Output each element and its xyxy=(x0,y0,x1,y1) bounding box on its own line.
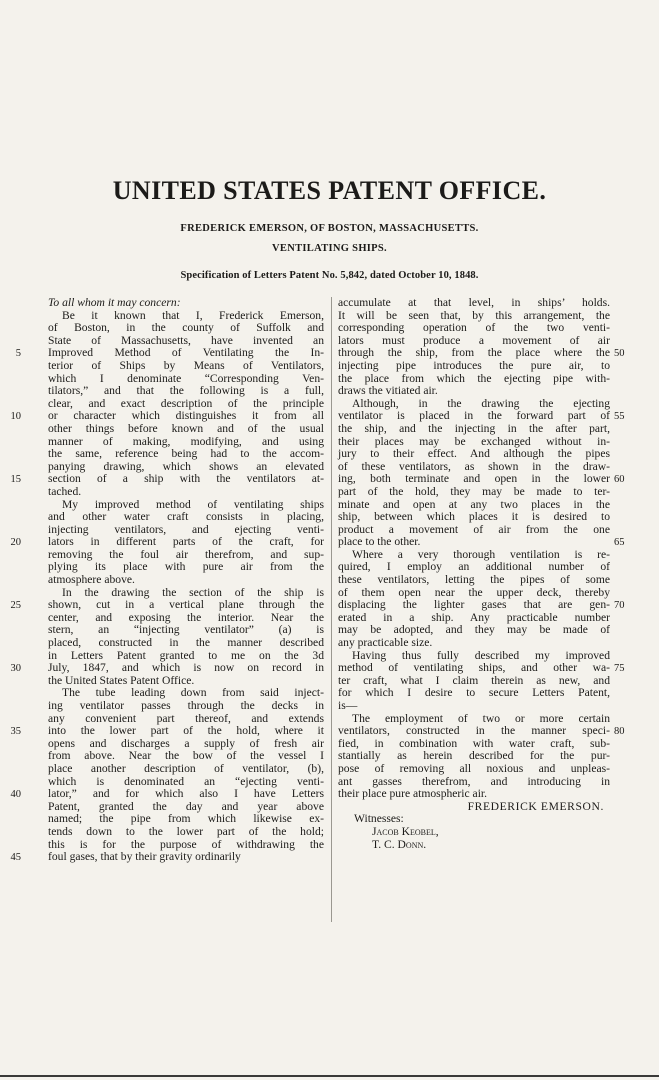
text-line: any convenient part thereof, and extends xyxy=(48,711,324,725)
text-line: of Boston, in the county of Suffolk and xyxy=(48,321,324,335)
text-line: for which I desire to secure Letters Patent, xyxy=(338,686,610,700)
text-line: of them open near the upper deck, thereby xyxy=(338,585,610,599)
text-line: center, and exposing the interior. Near the xyxy=(48,610,324,624)
line-number: 70 xyxy=(614,600,625,612)
text-line: method of ventilating ships, and other wa- xyxy=(338,661,610,675)
line-number: 50 xyxy=(614,348,625,360)
text-line: place another description of ventilator, (b), xyxy=(48,761,324,775)
line-number: 20 xyxy=(10,537,21,549)
witness-name: T. C. Donn. xyxy=(372,837,427,851)
line-number: 30 xyxy=(10,663,21,675)
text-line: other things before known and of the usual xyxy=(48,421,324,435)
text-line: lators in different parts of the craft, for xyxy=(48,535,324,549)
line-number: 60 xyxy=(614,474,625,486)
text-line: product a movement of air from the one xyxy=(338,522,610,536)
text-line: shown, cut in a vertical plane through the xyxy=(48,598,324,612)
text-line: part of the hold, they may be made to ter- xyxy=(338,484,610,498)
text-line: ter craft, what I claim therein as new, and xyxy=(338,673,610,687)
text-line: the place from which the ejecting pipe with- xyxy=(338,371,610,385)
text-line: The employment of two or more certain xyxy=(352,711,610,725)
text-line: or character which distinguishes it from all xyxy=(48,409,324,423)
text-line: stantially as herein described for the pur- xyxy=(338,749,610,763)
text-line: through the ship, from the place where the xyxy=(338,346,610,360)
text-line: any practicable size. xyxy=(338,636,433,650)
text-line: lators must produce a movement of air xyxy=(338,333,610,347)
text-line: accumulate at that level, in ships’ holds. xyxy=(338,296,610,309)
text-line: and other water craft consists in placing, xyxy=(48,510,324,524)
text-line: To all whom it may concern: xyxy=(48,296,181,309)
text-line: of these ventilators, as shown in the draw- xyxy=(338,459,610,473)
text-line: these ventilators, letting the pipes of some xyxy=(338,573,610,587)
text-line: My improved method of ventilating ships xyxy=(62,497,324,511)
text-line: injecting ventilators, and ejecting venti- xyxy=(48,522,324,536)
text-line: The tube leading down from said inject- xyxy=(62,686,324,700)
text-line: jury to their effect. And although the pipes xyxy=(338,447,610,461)
text-line: Be it known that I, Frederick Emerson, xyxy=(62,308,324,322)
text-line: Although, in the drawing the ejecting xyxy=(352,396,610,410)
text-line: stern, an “injecting ventilator” (a) is xyxy=(48,623,324,637)
text-line: draws the vitiated air. xyxy=(338,384,438,398)
text-line: which is denominated an “ejecting venti- xyxy=(48,774,324,788)
text-line: erated in a ship. Any practicable number xyxy=(338,610,610,624)
text-line: atmosphere above. xyxy=(48,573,135,587)
text-line: from above. Near the bow of the vessel I xyxy=(48,749,324,763)
document-title: UNITED STATES PATENT OFFICE. xyxy=(112,176,547,205)
line-number: 40 xyxy=(10,789,21,801)
text-line: panying drawing, which shows an elevated xyxy=(48,459,324,473)
text-line: tends down to the lower part of the hold; xyxy=(48,824,324,838)
witnesses-label: Witnesses: xyxy=(354,812,404,826)
text-line: ant gasses therefrom, and introducing in xyxy=(338,774,610,788)
witness-name: Jacob Keobel, xyxy=(372,824,439,838)
text-line: Where a very thorough ventilation is re- xyxy=(352,547,610,561)
text-line: their places may be exchanged without in- xyxy=(338,434,610,448)
text-line: clear, and exact description of the principle xyxy=(48,396,324,410)
text-line: Having thus fully described my improved xyxy=(352,648,610,662)
line-number: 35 xyxy=(10,726,21,738)
text-line: named; the pipe from which likewise ex- xyxy=(48,812,324,826)
text-line: Patent, granted the day and year above xyxy=(48,799,324,813)
text-line: minate and open at any two places in the xyxy=(338,497,610,511)
text-line: in Letters Patent granted to me on the 3d xyxy=(48,648,324,662)
text-line: ing, both terminate and open in the lower xyxy=(338,472,610,486)
text-line: State of Massachusetts, have invented an xyxy=(48,333,324,347)
text-line: the United States Patent Office. xyxy=(48,673,195,687)
text-line: corresponding operation of the two venti- xyxy=(338,321,610,335)
text-line: lator,” and for which also I have Letters xyxy=(48,787,324,801)
text-line: It will be seen that, by this arrangement, the xyxy=(338,308,610,322)
text-line: In the drawing the section of the ship is xyxy=(62,585,324,599)
text-line: their place pure atmospheric air. xyxy=(338,787,488,801)
text-line: displacing the lighter gases that are gen- xyxy=(338,598,610,612)
text-line: ventilators, constructed in the manner speci- xyxy=(338,724,610,738)
text-line: Improved Method of Ventilating the In- xyxy=(48,346,324,360)
text-line: ship, between which places it is desired to xyxy=(338,510,610,524)
text-line: manner of making, modifying, and using xyxy=(48,434,324,448)
line-number: 75 xyxy=(614,663,625,675)
line-number: 5 xyxy=(15,348,21,360)
line-number: 25 xyxy=(10,600,21,612)
left-column xyxy=(48,297,324,864)
text-line: plying its place with pure air from the xyxy=(48,560,324,574)
text-line: injecting pipe introduces the pure air, to xyxy=(338,358,610,372)
text-line: which I denominate “Corresponding Ven- xyxy=(48,371,324,385)
line-number: 45 xyxy=(10,852,21,864)
text-line: ing ventilator passes through the decks in xyxy=(48,699,324,712)
text-line: quired, I employ an additional number of xyxy=(338,560,610,574)
text-line: this is for the purpose of withdrawing the xyxy=(48,837,324,851)
text-line: into the lower part of the hold, where it xyxy=(48,724,324,738)
text-line: is— xyxy=(338,699,358,712)
bottom-rule xyxy=(0,1075,659,1077)
text-line: the ship, and the injecting in the after part, xyxy=(338,421,610,435)
text-line: placed, constructed in the manner described xyxy=(48,636,324,650)
right-column xyxy=(338,297,610,851)
text-line: tached. xyxy=(48,484,82,498)
specification-line: Specification of Letters Patent No. 5,842, dated October 10, 1848. xyxy=(180,270,479,281)
line-number: 65 xyxy=(614,537,625,549)
text-line: terior of Ships by Means of Ventilators, xyxy=(48,358,324,372)
line-number: 15 xyxy=(10,474,21,486)
text-line: foul gases, that by their gravity ordinarily xyxy=(48,850,241,864)
text-line: section of a ship with the ventilators at- xyxy=(48,472,324,486)
text-line: July, 1847, and which is now on record in xyxy=(48,661,324,675)
text-line: pose of removing all noxious and unpleas- xyxy=(338,761,610,775)
subject-heading: VENTILATING SHIPS. xyxy=(272,243,387,254)
text-line: opens and discharges a supply of fresh air xyxy=(48,736,324,750)
text-line: ventilator is placed in the forward part of xyxy=(338,409,610,423)
line-number: 55 xyxy=(614,411,625,423)
text-line: removing the foul air therefrom, and sup- xyxy=(48,547,324,561)
inventor-line: FREDERICK EMERSON, OF BOSTON, MASSACHUSETTS. xyxy=(180,223,479,234)
text-line: tilators,” and that the following is a full, xyxy=(48,384,324,398)
text-line: place to the other. xyxy=(338,535,421,549)
signature: FREDERICK EMERSON. xyxy=(467,799,604,813)
text-line: the same, reference being had to the accom- xyxy=(48,447,324,461)
text-line: fied, in combination with water craft, sub- xyxy=(338,736,610,750)
line-number: 10 xyxy=(10,411,21,423)
column-divider xyxy=(331,297,332,922)
text-line: may be adopted, and they may be made of xyxy=(338,623,610,637)
line-number: 80 xyxy=(614,726,625,738)
